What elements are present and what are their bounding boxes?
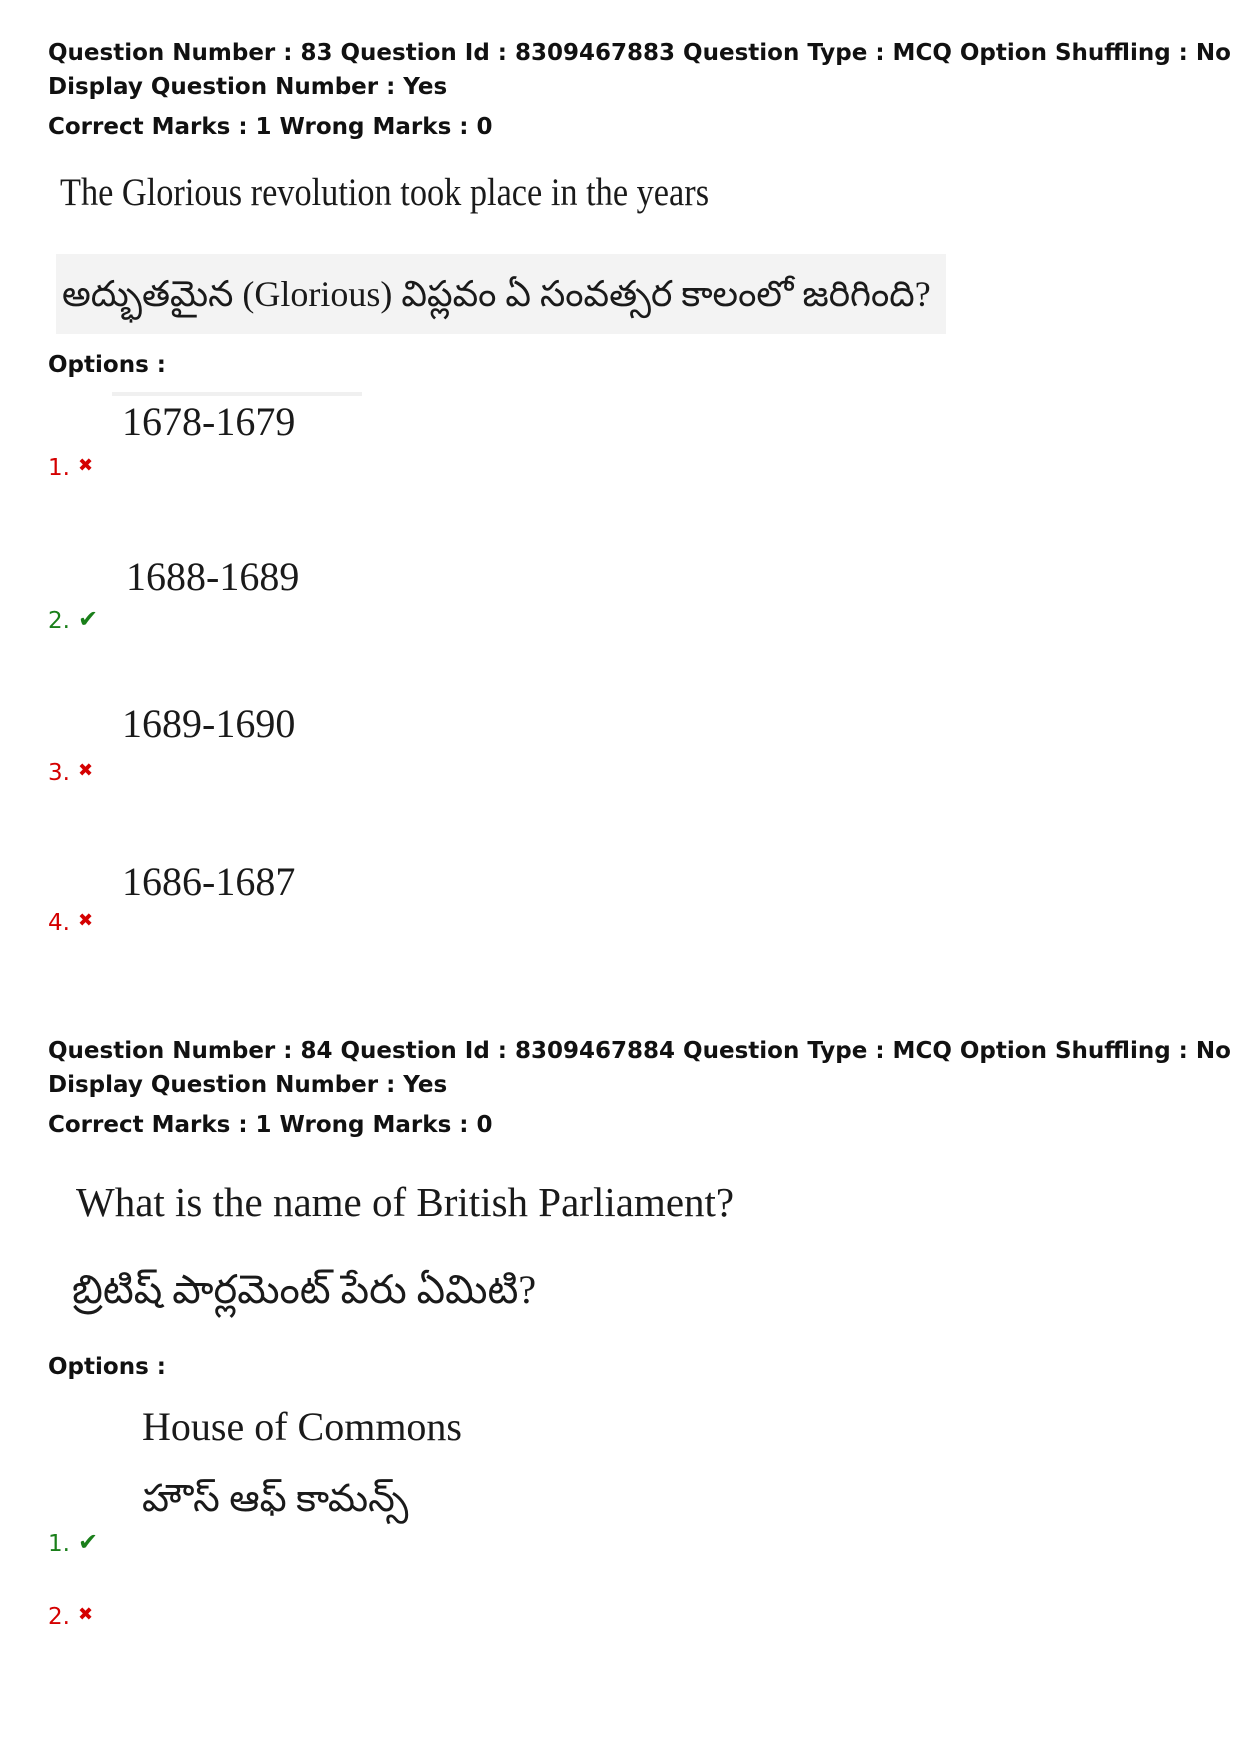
cross-icon: ✖ (77, 1604, 94, 1625)
marks-line: Correct Marks : 1 Wrong Marks : 0 (48, 1112, 493, 1138)
option-number: 3. (48, 760, 70, 786)
question-text-english: The Glorious revolution took place in the years (60, 171, 710, 214)
option-1-text-english: House of Commons (142, 1404, 462, 1449)
option-number: 1. (48, 1531, 70, 1557)
question-text-telugu: బ్రిటిష్ పార్లమెంట్ పేరు ఏమిటి? (72, 1267, 537, 1312)
option-image-edge (112, 392, 362, 396)
marks-line: Correct Marks : 1 Wrong Marks : 0 (48, 114, 493, 140)
option-2-number (48, 605, 98, 634)
option-4-text: 1686-1687 (122, 859, 296, 904)
display-question-number: Display Question Number : Yes (48, 74, 448, 100)
check-icon: ✔ (77, 605, 99, 633)
option-3-number (48, 760, 93, 786)
option-number: 1. (48, 455, 70, 481)
option-1-text: 1678-1679 (122, 399, 296, 444)
question-header-line: Question Number : 83 Question Id : 8309467883 Question Type : MCQ Option Shuffling : No (48, 40, 1231, 66)
check-icon: ✔ (77, 1528, 99, 1556)
question-83-header (48, 36, 1231, 144)
option-1-text-telugu: హౌస్ ఆఫ్ కామన్స్ (142, 1478, 409, 1520)
cross-icon: ✖ (77, 760, 94, 781)
cross-icon: ✖ (77, 910, 94, 931)
display-question-number: Display Question Number : Yes (48, 1072, 448, 1098)
option-2-text: 1688-1689 (126, 554, 300, 599)
question-header-line: Question Number : 84 Question Id : 8309467884 Question Type : MCQ Option Shuffling : No (48, 1038, 1231, 1064)
option-1-number (48, 1528, 98, 1557)
option-number: 2. (48, 608, 70, 634)
options-label: Options : (48, 1354, 166, 1380)
option-3-text: 1689-1690 (122, 701, 296, 746)
option-number: 4. (48, 910, 70, 936)
option-2-number (48, 1604, 93, 1630)
question-text-telugu: అద్భుతమైన (Glorious) విప్లవం ఏ సంవత్సర కాలంలో జరిగింది? (56, 254, 946, 334)
question-text-english: What is the name of British Parliament? (76, 1179, 735, 1225)
option-number: 2. (48, 1604, 70, 1630)
cross-icon: ✖ (77, 455, 94, 476)
option-1-number (48, 455, 93, 481)
options-label: Options : (48, 352, 166, 378)
option-4-number (48, 910, 93, 936)
question-84-header (48, 1034, 1231, 1142)
